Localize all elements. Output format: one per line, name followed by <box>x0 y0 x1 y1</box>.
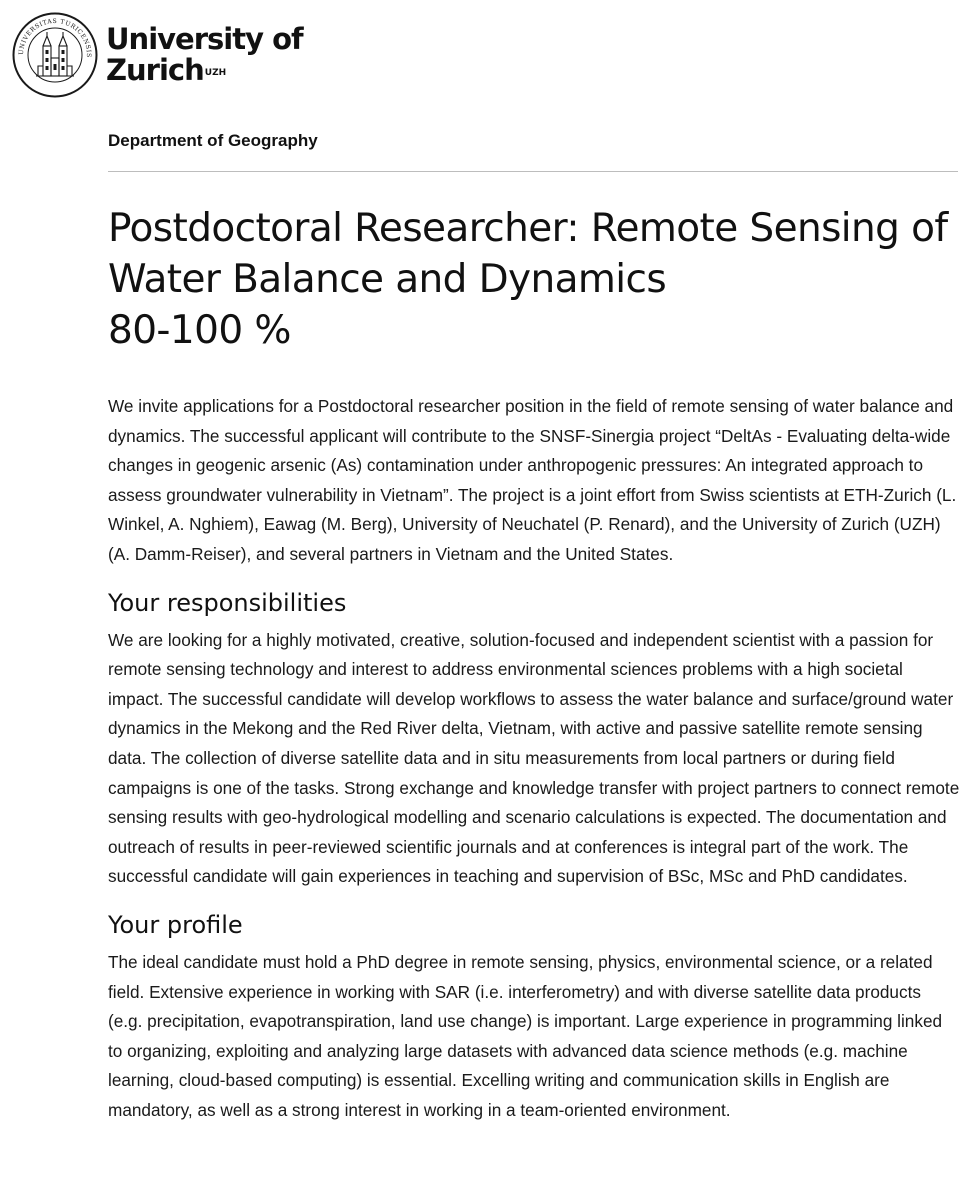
logo-city: Zurich <box>106 53 204 87</box>
intro-paragraph: We invite applications for a Postdoctoral researcher position in the field of remote sensing of water balance and dynamics. The successful applicant will contribute to the SNSF-Sinergia project “DeltAs - Evaluating delta-wide changes in geogenic arsenic (As) contamination under anthropogenic pressures: An integrated approach to assess groundwater vulnerability in Vietnam”. The project is a joint effort from Swiss scientists at ETH-Zurich (L. Winkel, A. Nghiem), Eawag (M. Berg), University of Neuchatel (P. Renard), and the University of Zurich (UZH) (A. Damm-Reiser), and several partners in Vietnam and the United States. <box>108 396 957 564</box>
logo-superscript: UZH <box>204 68 227 78</box>
title-line-1: Postdoctoral Researcher: Remote Sensing of <box>108 206 948 251</box>
university-seal-icon[interactable] <box>12 12 98 98</box>
profile-paragraph: The ideal candidate must hold a PhD degree in remote sensing, physics, environmental science, or a related field. Extensive experience in working with SAR (i.e. interferometry) and with diverse satellite data products (e.g. precipitation, evapotranspiration, land use change) is important. Large experience in programming linked to organizing, exploiting and analyzing large datasets with advanced data science methods (e.g. machine learning, cloud-based computing) is essential. Excelling writing and communication skills in English are mandatory, as well as a strong interest in working in a team-oriented environment. <box>108 951 943 1120</box>
job-posting <box>108 130 960 1125</box>
logo-line-2 <box>106 55 303 86</box>
profile-heading: Your profile <box>108 910 243 939</box>
title-line-2: Water Balance and Dynamics <box>108 257 667 302</box>
responsibilities-paragraph: We are looking for a highly motivated, creative, solution-focused and independent scientist with a passion for remote sensing technology and interest to address environmental sciences problems with a high societal impact. The successful candidate will develop workflows to assess the water balance and surface/ground water dynamics in the Mekong and the Red River delta, Vietnam, with active and passive satellite remote sensing data. The collection of diverse satellite data and in situ measurements from local partners or during field campaigns is one of the tasks. Strong exchange and knowledge transfer with project partners to connect remote sensing results with geo-hydrological modelling and scenario calculations is expected. The documentation and outreach of results in peer-reviewed scientific journals and at conferences is integral part of the work. The successful candidate will gain experiences in teaching and supervision of BSc, MSc and PhD candidates. <box>108 629 960 887</box>
responsibilities-heading: Your responsibilities <box>108 588 347 617</box>
site-header <box>12 12 303 98</box>
page-title <box>108 203 960 356</box>
university-wordmark[interactable] <box>106 24 303 86</box>
seal-text: UNIVERSITAS TURICENSIS <box>17 17 93 58</box>
department-name: Department of Geography <box>108 131 318 150</box>
title-workload: 80-100 % <box>108 308 291 353</box>
logo-line-1: University of <box>106 22 303 56</box>
header-divider <box>108 171 958 172</box>
